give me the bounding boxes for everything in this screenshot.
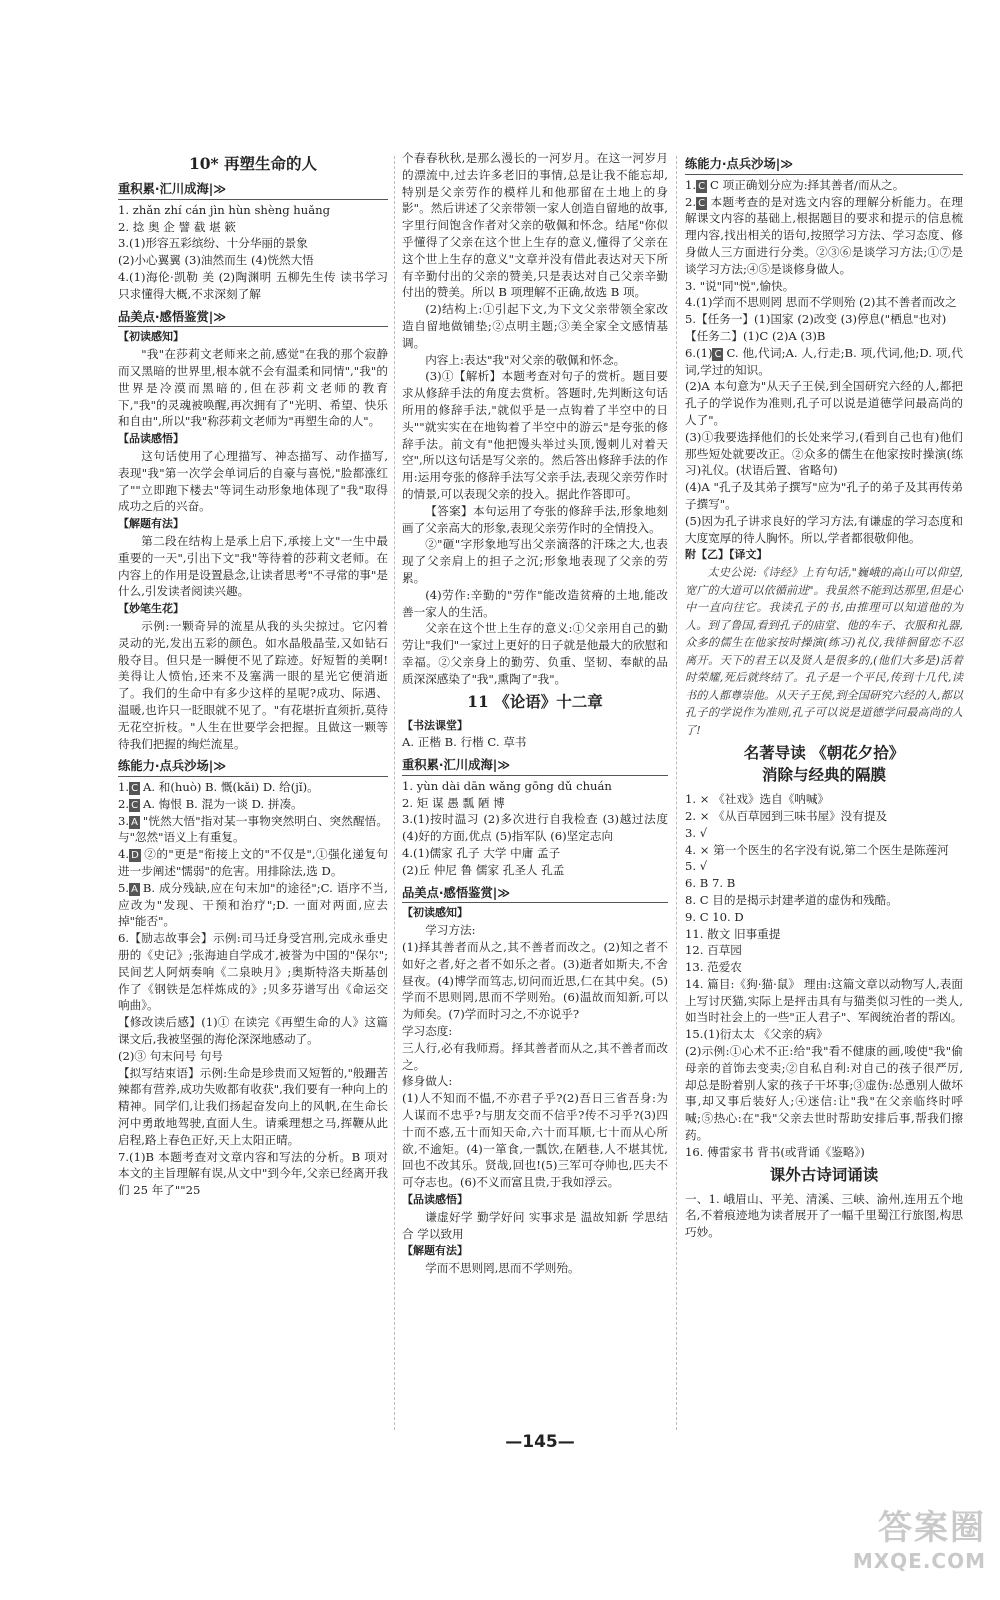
paragraph: 个春春秋秋,是那么漫长的一河岁月。在这一河岁月的漂流中,过去许多老旧的事情,总是让我不能忘却,特别是父亲劳作的模样儿和他那留在土地上的身影"。然后讲述了父亲带领一家人创造自留地的故事,字里行间饱含作者对父亲的敬佩和怀念。结尾"你似乎懂得了父亲在这个世上生存的意义,懂得了父亲在这个世上生存的意义"文章并没有借此表达对天下所有辛勤付出的父亲的赞美,只是表达对自己父亲辛勤付出的赞美。所以 B 项理解不正确,故选 B 项。 <box>402 151 668 300</box>
answer-box: C <box>131 783 139 795</box>
page-number: —145— <box>505 1432 575 1452</box>
answer-line: 1. zhǎn zhí cán jìn hùn shèng huǎng <box>118 202 331 217</box>
answer-line: 3. √ <box>685 825 708 840</box>
paragraph: 【答案】本句运用了夸张的修辞手法,形象地刻画了父亲高大的形象,表现父亲劳作时的全情投入。 <box>402 503 668 535</box>
paragraph: 学习方法: (1)择其善者而从之,其不善者而改之。(2)知之者不如好之者,好之者不如乐之者。(3)逝者如斯夫,不舍昼夜。(4)博学而笃志,切问而近思,仁在其中矣。(5)学而不思则罔,思而不学则殆。(6)温故而知新,可以为师矣。(7)学而时习之,不亦说乎? 学习态度: 三人行,必有我师焉。择其善者而从之,其不善者而改之。 修身做人: (1)人不知而不愠,不亦君子乎?(2)吾日三省吾身:为人谋而不忠乎?与朋友交而不信乎?传不习乎?(3)四十而不惑,五十而知天命,六十而耳顺,七十而从心所欲,不逾矩。(4)一箪食,一瓢饮,在陋巷,人不堪其忧,回也不改其乐。贤哉,回也!(5)三军可夺帅也,匹夫不可夺志也。(6)不义而富且贵,于我如浮云。 <box>402 923 668 1190</box>
answer-line: 12. 百草园 <box>685 943 742 958</box>
section-heading: 品美点·感悟鉴赏|≫ <box>118 309 388 328</box>
answer-line: 3.(1)按时温习 (2)多次进行自我检查 (3)越过法度 (4)好的方面,优点 (5)指军队 (6)坚定志向 <box>402 812 672 844</box>
answer-line: 3.(1)形容五彩缤纷、十分华丽的景象 (2)小心翼翼 (3)油然而生 (4)恍然大悟 <box>118 236 314 268</box>
column-divider <box>394 156 395 1430</box>
paragraph: 父亲在这个世上生存的意义:①父亲用自己的勤劳让"我们"一家过上更好的日子就是他最大的欣慰和幸福。②父亲身上的勤劳、负重、坚韧、奉献的品质深深感染了"我",熏陶了"我"。 <box>402 621 668 686</box>
answer-line: 9. C 10. D <box>685 909 744 924</box>
paragraph: "我"在莎莉文老师来之前,感觉"在我的那个寂静而又黑暗的世界里,根本就不会有温柔和同情","我"的世界是冷漠而黑暗的,但在莎莉文老师的教育下,"我"的灵魂被唤醒,再次拥有了"光明、希望、快乐和自由",所以"我"称莎莉文老师为"再塑生命的人"。 <box>118 347 388 429</box>
answer-box: A <box>131 816 138 828</box>
section-heading: 品美点·感悟鉴赏|≫ <box>402 885 668 904</box>
answer-line: 11. 散文 旧事重提 <box>685 926 781 941</box>
subhead: 【妙笔生花】 <box>118 602 184 616</box>
section-heading: 重积累·汇川成海|≫ <box>402 757 668 776</box>
answer-line: 【任务二】(1)C (2)A (3)B <box>685 328 826 343</box>
answer-box: C <box>714 348 722 360</box>
answer-line: 6.【励志故事会】示例:司马迁身受宫刑,完成永垂史册的《史记》;张海迪自学成才,被誉为中国的"保尔";民间艺人阿炳奏响《二泉映月》;奥斯特洛夫斯基创作了《钢铁是怎样炼成的》;贝多芬谱写出《命运交响曲》。 <box>118 931 388 1013</box>
answer-line: 7.(1)B 本题考查对文章内容和写法的分析。B 项对本文的主旨理解有误,从文中"到今年,父亲已经离开我们 25 年了""25 <box>118 1149 388 1198</box>
section-heading: 练能力·点兵沙场|≫ <box>685 156 963 175</box>
classic-reading-subtitle: 消除与经典的隔膜 <box>761 765 886 785</box>
paragraph: 谦虚好学 勤学好问 实事求是 温故知新 学思结合 学以致用 <box>402 1209 668 1241</box>
answer-line: 4.(1)学而不思则罔 思而不学则殆 (2)其不善者而改之 <box>685 295 957 310</box>
column-3 <box>685 150 963 1470</box>
column-2 <box>402 150 672 1470</box>
answer-line: 【拟写结束语】示例:生命是珍贵而又短暂的,"般跚苦辣都有营养,成功失败都有收获",我们要有一种向上的精神。同学们,让我们扬起奋发向上的风帆,在生命长河中勇敢地驾驶,直面人生。请乘理想之马,挥鞭从此启程,路上春色正好,天上太阳正晴。 <box>118 1065 388 1147</box>
answer-line: 3. A "恍然大悟"指对某一事物突然明白、突然醒悟。与"忽然"语义上有重复。 <box>118 813 388 845</box>
answer-line: 16. 傅雷家书 背书(或背诵《鉴略》) <box>685 1144 865 1159</box>
answer-line: (2)A 本句意为"从天子王侯,到全国研究六经的人,都把孔子的学说作为准则,孔子可以说是道德学问最高尚的人了"。 <box>685 379 963 427</box>
answer-line: 2. C 本题考查的是对选文内容的理解分析能力。在理解课文内容的基础上,根据题目的要求和提示的信息梳理内容,找出相关的语句,按照学习方法、学习态度、修身做人三方面进行分类。②③⑥是谈学习方法;①⑦是谈学习方法;④⑤是谈修身做人。 <box>685 194 963 276</box>
subhead: 【书法课堂】 <box>402 718 468 732</box>
paragraph: (4)劳作:辛勤的"劳作"能改造贫瘠的土地,能改善一家人的生活。 <box>402 587 668 619</box>
answer-line: 4. D ②的"更是"衔接上文的"不仅是",①强化递复句进一步阐述"懦弱"的危害。用排除法,选 D。 <box>118 847 388 879</box>
answer-line: 3. "说"同"悦",愉快。 <box>685 278 795 293</box>
answer-page <box>100 150 980 1470</box>
lesson-11-title: 11 《论语》十二章 <box>467 691 603 711</box>
answer-line: 5.【任务一】(1)国家 (2)改变 (3)停息("栖息"也对) <box>685 312 947 327</box>
answer-line: 1. C A. 和(huò) B. 慨(kǎi) D. 给(jǐ)。 <box>118 780 319 795</box>
answer-line: 14. 篇目:《狗·猫·鼠》 理由:这篇文章以动物写人,表面上写讨厌猫,实际上是抨击具有与猫类似习性的一类人,如当时社会上的一些"正人君子"、军阀统治者的帮凶。 <box>685 976 963 1025</box>
answer-line: 4. × 第一个医生的名字没有说,第二个医生是陈莲河 <box>685 842 949 857</box>
answer-line: 6.(1) C C. 他,代词;A. 人,行走;B. 项,代词,他;D. 项,代词,学过的知识。 <box>685 345 963 377</box>
paragraph: 这句话使用了心理描写、神态描写、动作描写,表现"我"第一次学会单词后的自豪与喜悦,"脸都涨红了""立即跑下楼去"等词生动形象地体现了"我"取得成功之后的兴奋。 <box>118 448 388 514</box>
answer-line: 4.(1)海伦·凯勒 美 (2)陶渊明 五柳先生传 读书学习只求懂得大概,不求深刻了解 <box>118 269 388 301</box>
translation-text: 太史公说:《诗经》上有句话,"巍峨的高山可以仰望,宽广的大道可以依循前进"。我虽然不能到达那里,但是心中一直向往它。我读孔子的书,由推理可以知道他的为人。到了鲁国,看到孔子的庙堂、他的车子、衣服和礼器,众多的儒生在他家按时操演(练习)礼仪,我徘徊留恋不忍离开。天下的君王以及贤人是很多的,(他们大多是)活着时荣耀,死后就终结了。孔子是一个平民,传到十几代,读书的人都尊崇他。从天子王侯,到全国研究六经的人,都以孔子的学说作为准则,孔子可以说是道德学问最高尚的人了! <box>685 566 963 737</box>
answer-box: C <box>698 180 706 192</box>
answer-line: 2. 捻 奥 企 譬 截 堪 簌 <box>118 219 237 234</box>
paragraph: (3)①【解析】本题考查对句子的赏析。题目要求从修辞手法的角度去赏析。答题时,先判断这句话所用的修辞手法,"就似乎是一点钩着了半空中的日头""就实实在在地钩着了半空中的游云"是夸张的修辞手法。前文有"他把馒头举过头顶,馒刺儿对着天空",所以这句话是写父亲的。然后答出修辞手法的作用:运用夸张的修辞手法写父亲手法,表现父亲劳作时的情景,可以表现父亲的投入。据此作答即可。 <box>402 369 668 501</box>
answer-box: C <box>698 197 706 209</box>
poetry-title: 课外古诗词诵读 <box>769 1164 879 1184</box>
watermark-logo: 答案圈 MXQE.COM <box>852 1508 986 1573</box>
paragraph: 内容上:表达"我"对父亲的敬佩和怀念。 <box>425 352 626 367</box>
subhead: 【解题有法】 <box>402 1244 468 1258</box>
paragraph: 学而不思则罔,思而不学则殆。 <box>425 1261 580 1276</box>
answer-line: (2)③ 句末问号 句号 <box>118 1048 223 1063</box>
subhead: 【品读感悟】 <box>118 432 184 446</box>
classic-reading-title: 名著导读 《朝花夕拾》 <box>743 743 905 763</box>
answer-line: 1. C C 项正确划分应为:择其善者/而从之。 <box>685 177 905 192</box>
paragraph: ②"砸"字形象地写出父亲滴落的汗珠之大,也表现了父亲肩上的担子之沉;形象地表现了父亲的劳累。 <box>402 537 668 585</box>
column-divider <box>676 156 677 1430</box>
section-heading: 重积累·汇川成海|≫ <box>118 181 388 200</box>
answer-line: (4)A "孔子及其弟子撰写"应为"孔子的弟子及其再传弟子撰写"。 <box>685 480 963 511</box>
lesson-10-title: 10* 再塑生命的人 <box>188 154 318 173</box>
subhead: 【品读感悟】 <box>402 1193 468 1207</box>
paragraph: 示例:一颗奇异的流星从我的头尖掠过。它闪着灵动的光,发出五彩的颜色。如水晶般晶莹,又如钻石般夺目。但只是一瞬便不见了踪迹。好短暂的美啊!美得让人愤怡,还来不及塞满一眼的星光它便消逝了。我们的生命中有多少这样的星呢?成功、际遇、温暖,也许只一眨眼就不见了。"有花堪折直须折,莫待无花空折枝。"人生在世要学会把握。且做这一颗等待我们把握的绚烂流星。 <box>118 618 388 751</box>
answer-line: (3)①我要选择他们的长处来学习,(看到自己也有)他们那些短处就要改正。②众多的儒生在他家按时操演(练习)礼仪。(状语后置、省略句) <box>685 429 963 478</box>
subhead: 附【乙】【译文】 <box>685 548 768 562</box>
answer-line: 【修改读后感】(1)① 在读完《再塑生命的人》这篇课文后,我被坚强的海伦深深地感动了。 <box>118 1015 388 1047</box>
answer-line: 8. C 目的是揭示封建孝道的虚伪和残酷。 <box>685 892 898 907</box>
answer-line: A. 正楷 B. 行楷 C. 草书 <box>402 735 527 750</box>
answer-box: D <box>131 850 139 862</box>
answer-line: 一、1. 峨眉山、平羌、清溪、三峡、渝州,连用五个地名,不着痕迹地为读者展开了一幅千里蜀江行旅图,构思巧妙。 <box>685 1191 963 1240</box>
answer-line: 2. 矩 谋 愚 瓢 陋 博 <box>402 795 505 810</box>
answer-line: 2. C A. 悔恨 B. 混为一谈 D. 拼凑。 <box>118 796 303 811</box>
answer-line: 5. A B. 成分残缺,应在句末加"的途径";C. 语序不当,应改为"发现、干预和治疗";D. 一面对两面,应去掉"能否"。 <box>118 880 388 929</box>
answer-box: C <box>131 799 139 811</box>
subhead: 【解题有法】 <box>118 517 184 531</box>
answer-box: A <box>131 883 138 895</box>
column-1 <box>118 150 388 1470</box>
section-heading: 练能力·点兵沙场|≫ <box>118 758 388 777</box>
subhead: 【初读感知】 <box>118 330 184 344</box>
paragraph: 第二段在结构上是承上启下,承接上文"一生中最重要的一天",引出下文"我"等待着的莎莉文老师。在内容上的作用是设置悬念,让读者思考"不寻常的事"是什么,引发读者阅读兴趣。 <box>118 533 388 599</box>
paragraph: (2)结构上:①引起下文,为下文父亲带领全家改造自留地做铺垫;②点明主题;③美全家全文感情基调。 <box>402 302 668 350</box>
answer-line: (5)因为孔子讲求良好的学习方法,有谦虚的学习态度和大度宽厚的待人胸怀。所以,学者都很敬仰他。 <box>685 513 963 545</box>
answer-line: 1. × 《社戏》选自《呐喊》 <box>685 792 830 807</box>
answer-line: 13. 范爱农 <box>685 960 742 975</box>
answer-line: 5. √ <box>685 859 708 874</box>
subhead: 【初读感知】 <box>402 906 468 920</box>
answer-line: 1. yùn dài dān wǎng gōng dǔ chuán <box>402 778 612 793</box>
answer-line: 6. B 7. B <box>685 876 736 891</box>
answer-line: 4.(1)儒家 孔子 大学 中庸 孟子 (2)丘 仲尼 鲁 儒家 孔圣人 孔孟 <box>402 846 565 877</box>
answer-line: 15.(1)衍太太 《父亲的病》 (2)示例:①心术不正:给"我"看不健康的画,唆使"我"偷母亲的首饰去变卖;②自私自利:对自己的孩子很严厉,却总是盼着别人家的孩子干坏事;③虚伪:怂恿别人做坏事,却又事后装好人;④迷信:让"我"在父亲临终时呼喊;⑤热心:在"我"父亲去世时帮助安排后事,帮我们擦药。 <box>685 1027 963 1143</box>
answer-line: 2. × 《从百草园到三味书屋》没有提及 <box>685 808 888 823</box>
